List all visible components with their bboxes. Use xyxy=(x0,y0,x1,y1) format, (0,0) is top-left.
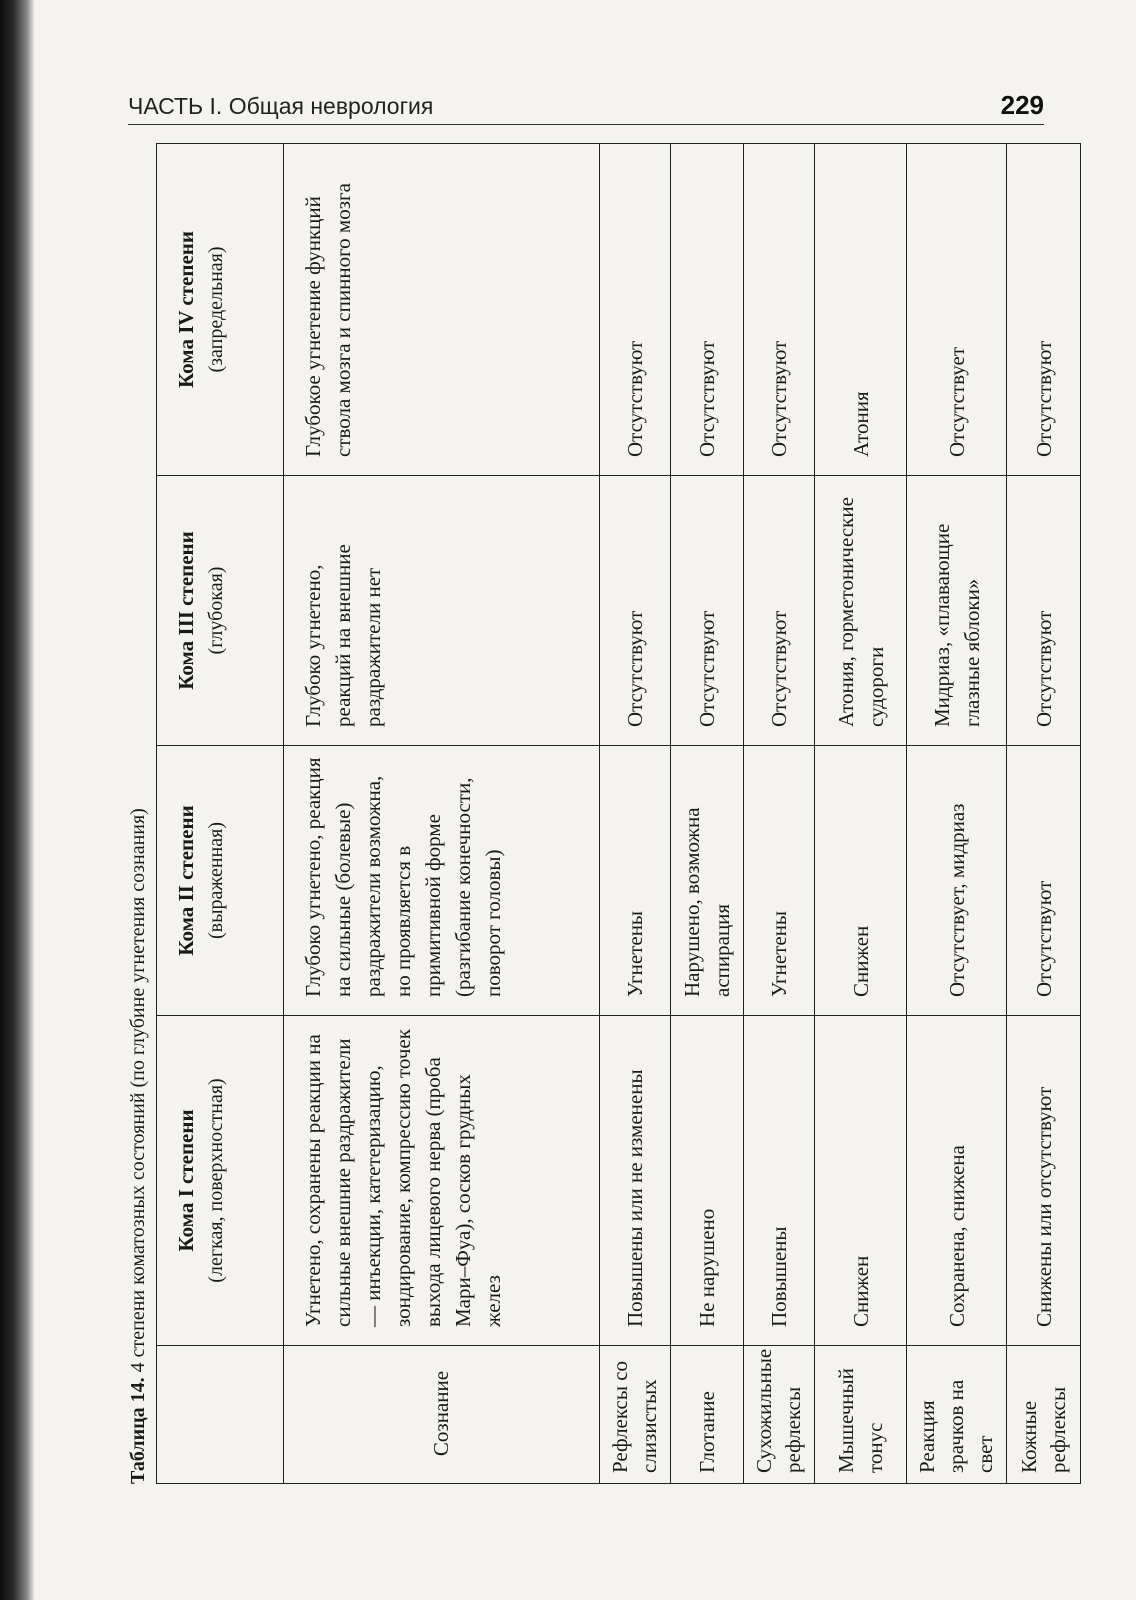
table-cell: Глубоко угнетено, реакция на сильные (болевые) раздражители возможна, но проявляется в примитивной форме (разгибание конечности, поворот головы) xyxy=(284,746,600,1016)
table-cell: Снижены или отсутствуют xyxy=(1007,1016,1081,1346)
caption-label: Таблица 14. xyxy=(127,1377,149,1484)
column-subtitle: (глубокая) xyxy=(205,566,227,655)
running-head: ЧАСТЬ I. Общая неврология xyxy=(128,93,434,119)
table-cell: Не нарушено xyxy=(671,1016,744,1346)
table-cell: Отсутствуют xyxy=(1007,144,1081,476)
table-caption xyxy=(120,140,156,1488)
table-cell: Отсутствуют xyxy=(600,144,671,476)
table-cell: Отсутствуют xyxy=(744,476,815,746)
column-header xyxy=(157,144,284,476)
column-title: Кома III степени xyxy=(174,531,198,690)
table-cell: Угнетены xyxy=(600,746,671,1016)
table-cell: Глубоко угнетено, реакций на внешние раздражители нет xyxy=(284,476,600,746)
table-cell: Отсутствуют xyxy=(671,144,744,476)
column-title: Кома II степени xyxy=(174,805,198,956)
row-label: Кожные рефлексы xyxy=(1007,1346,1081,1484)
row-label: Сознание xyxy=(284,1346,600,1484)
table-cell: Повышены xyxy=(744,1016,815,1346)
table-cell: Отсутствуют xyxy=(671,476,744,746)
table-cell: Отсутствуют xyxy=(1007,746,1081,1016)
table-cell: Угнетены xyxy=(744,746,815,1016)
table-row xyxy=(815,144,907,1484)
table-row xyxy=(671,144,744,1484)
table-cell: Повышены или не изменены xyxy=(600,1016,671,1346)
column-subtitle: (выраженная) xyxy=(205,822,227,939)
table-cell: Атония xyxy=(815,144,907,476)
table-row xyxy=(284,144,600,1484)
binding-shadow xyxy=(0,0,34,1600)
table-cell: Глубокое угнетение функций ствола мозга и спинного мозга xyxy=(284,144,600,476)
table-cell: Сохранена, снижена xyxy=(907,1016,1007,1346)
table-cell: Снижен xyxy=(815,746,907,1016)
page-number: 229 xyxy=(1000,90,1044,120)
row-label: Глотание xyxy=(671,1346,744,1484)
column-title: Кома I степени xyxy=(174,1109,198,1252)
table-cell: Отсутствуют xyxy=(1007,476,1081,746)
caption-text: 4 степени коматозных состояний (по глубине угнетения сознания) xyxy=(127,808,149,1378)
row-label: Мышечный тонус xyxy=(815,1346,907,1484)
column-header xyxy=(157,746,284,1016)
table-cell: Снижен xyxy=(815,1016,907,1346)
table-cell: Отсутствуют xyxy=(600,476,671,746)
table-row xyxy=(744,144,815,1484)
table-cell: Мидриаз, «плавающие глазные яблоки» xyxy=(907,476,1007,746)
table-row xyxy=(907,144,1007,1484)
row-label: Сухожильные рефлексы xyxy=(744,1346,815,1484)
corner-cell xyxy=(157,1346,284,1484)
table-cell: Отсутствует xyxy=(907,144,1007,476)
table-cell: Отсутствуют xyxy=(744,144,815,476)
column-header xyxy=(157,476,284,746)
table-cell: Отсутствует, мидриаз xyxy=(907,746,1007,1016)
column-subtitle: (легкая, поверхностная) xyxy=(205,1078,227,1283)
row-label: Рефлексы со слизистых xyxy=(600,1346,671,1484)
table-row xyxy=(1007,144,1081,1484)
column-subtitle: (запредельная) xyxy=(205,246,227,373)
row-label: Реакция зрачков на свет xyxy=(907,1346,1007,1484)
table-cell: Атония, горметонические судороги xyxy=(815,476,907,746)
table-cell: Угнетено, сохранены реакции на сильные внешние раздражители — инъекции, катетеризацию, зондирование, компрессию точек выхода лицевого нерва (проба Мари–Фуа), сосков грудных желез xyxy=(284,1016,600,1346)
rotated-table-block xyxy=(120,140,1070,1488)
column-title: Кома IV степени xyxy=(174,231,198,388)
table-header-row xyxy=(157,144,284,1484)
table-cell: Нарушено, возможна аспирация xyxy=(671,746,744,1016)
coma-degrees-table xyxy=(156,143,1081,1484)
page-header xyxy=(128,88,1044,125)
table-row xyxy=(600,144,671,1484)
column-header xyxy=(157,1016,284,1346)
